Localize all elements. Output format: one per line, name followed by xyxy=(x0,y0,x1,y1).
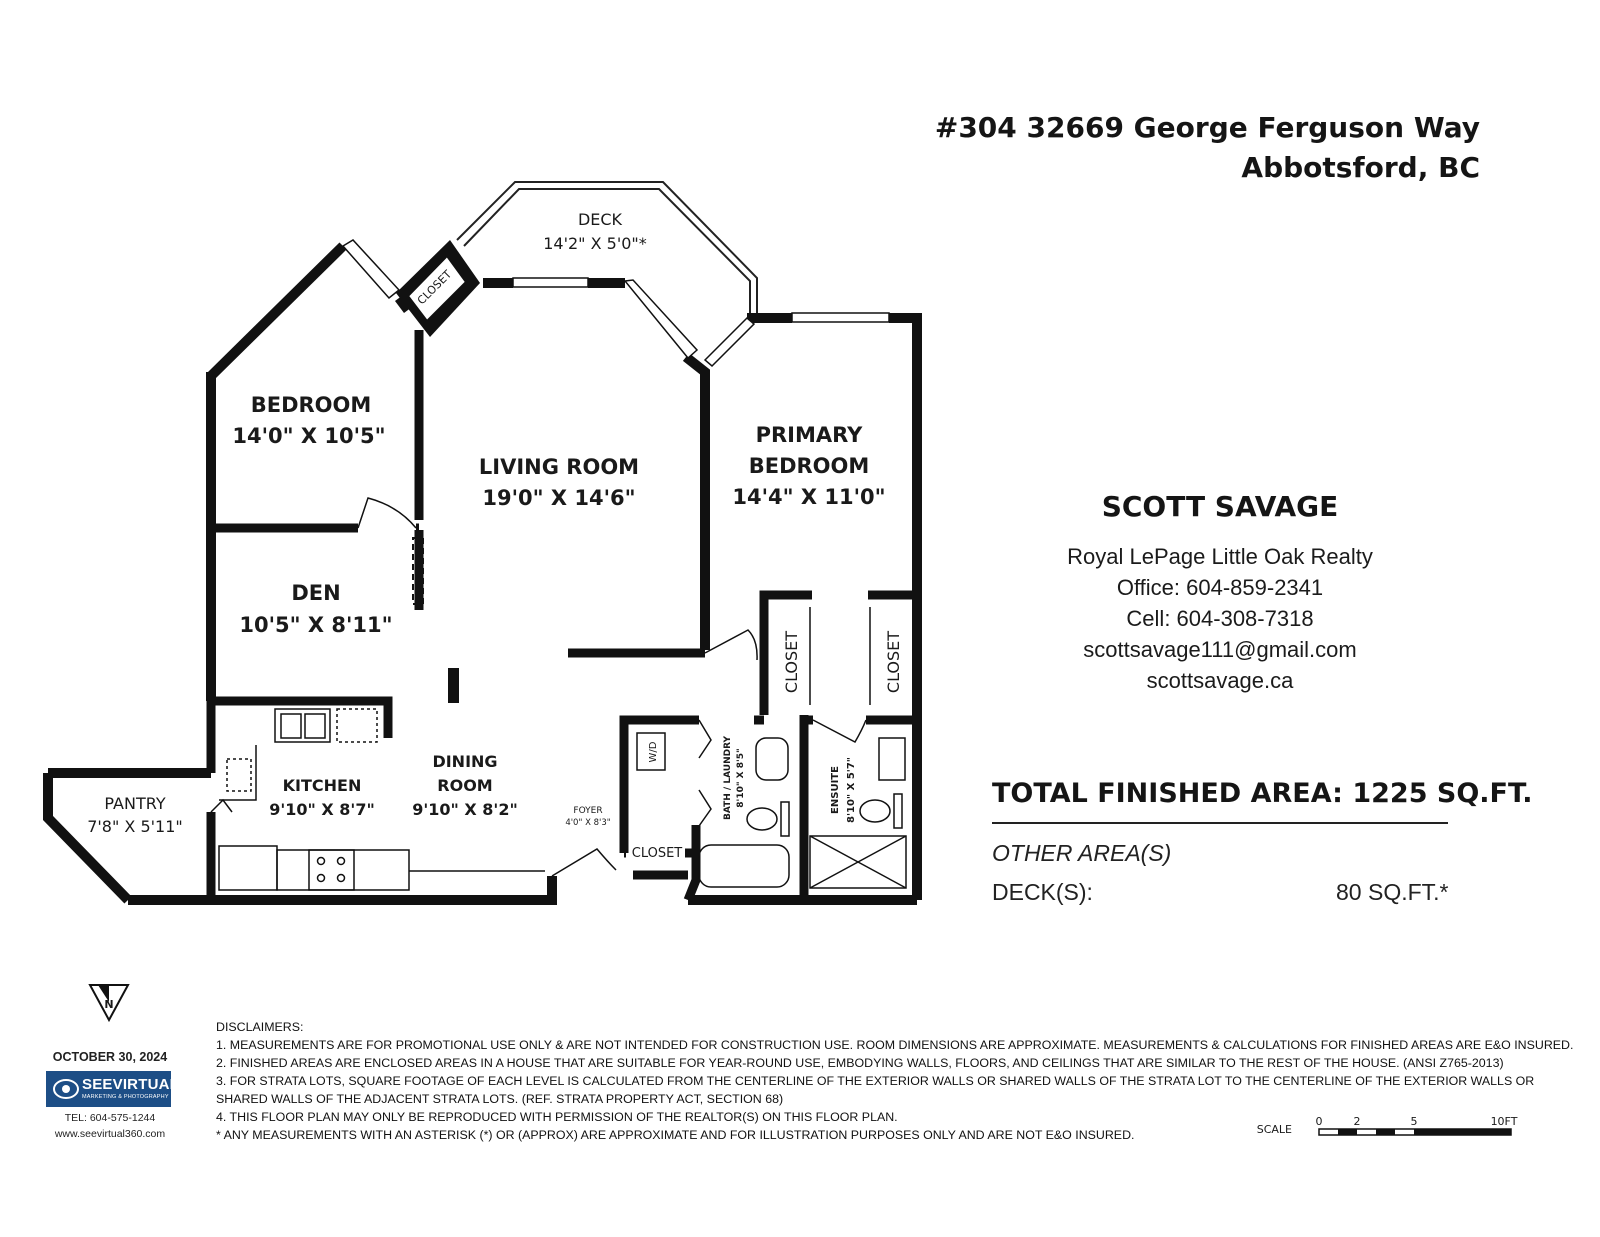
foyer-closet-label: CLOSET xyxy=(631,846,683,861)
disclaimer-line: 2. FINISHED AREAS ARE ENCLOSED AREAS IN A HOUSE THAT ARE SUITABLE FOR YEAR-ROUND USE, EMBODYING WALLS, FLOORS, AND CEILINGS THAT ARE SIMILAR TO THE REST OF THE HOUSE. (ANSI Z765-2013) xyxy=(216,1056,1504,1070)
ensuite-dims: 8'10" X 5'7" xyxy=(846,756,857,824)
address-line-2: Abbotsford, BC xyxy=(1241,151,1480,184)
foyer-name: FOYER xyxy=(573,806,603,816)
compass-n-label: N xyxy=(104,998,114,1011)
scale-label: SCALE xyxy=(1256,1123,1292,1136)
agent-email: scottsavage111@gmail.com xyxy=(1083,637,1357,662)
area-divider xyxy=(992,822,1448,824)
agent-office-phone: Office: 604-859-2341 xyxy=(1116,575,1324,600)
disclaimer-line: SHARED WALLS OF THE ADJACENT STRATA LOTS. (REF. STRATA PROPERTY ACT, SECTION 68) xyxy=(216,1092,784,1106)
agent-name: SCOTT SAVAGE xyxy=(1101,490,1339,523)
total-finished-area: TOTAL FINISHED AREA: 1225 SQ.FT. xyxy=(992,778,1533,809)
closet-label-2: CLOSET xyxy=(884,630,903,694)
ensuite-name: ENSUITE xyxy=(830,766,841,814)
washer-dryer-label: W/D xyxy=(648,741,659,763)
scale-tick-2: 2 xyxy=(1353,1115,1361,1128)
disclaimers-heading: DISCLAIMERS: xyxy=(216,1020,304,1034)
bath-fixtures xyxy=(637,733,906,888)
living-room-name: LIVING ROOM xyxy=(478,455,640,479)
address-line-1: #304 32669 George Ferguson Way xyxy=(934,111,1480,144)
bath-laundry-dims: 8'10" X 8'5" xyxy=(736,748,746,808)
seevirtual-swirl-icon xyxy=(48,1071,82,1107)
logo-text: SEEVIRTUAL xyxy=(82,1076,180,1093)
pantry-name: PANTRY xyxy=(104,794,166,813)
dining-room-name-2: ROOM xyxy=(437,776,493,795)
primary-bedroom-name-1: PRIMARY xyxy=(755,423,863,447)
agent-cell-phone: Cell: 604-308-7318 xyxy=(1126,606,1314,631)
column xyxy=(448,668,459,703)
deck-dims: 14'2" X 5'0"* xyxy=(543,234,647,253)
other-areas-heading: OTHER AREA(S) xyxy=(992,840,1172,866)
primary-closets xyxy=(810,607,870,705)
north-compass xyxy=(90,985,128,1020)
logo-subtext: MARKETING & PHOTOGRAPHY xyxy=(82,1094,169,1100)
deck-area-value: 80 SQ.FT.* xyxy=(1336,879,1449,905)
primary-bedroom-dims: 14'4" X 11'0" xyxy=(732,485,886,509)
hall-closet-block xyxy=(396,240,480,337)
den-name: DEN xyxy=(291,581,341,605)
foyer-dims: 4'0" X 8'3" xyxy=(565,818,611,828)
living-room-dims: 19'0" X 14'6" xyxy=(482,486,636,510)
agent-website: scottsavage.ca xyxy=(1146,668,1294,693)
vendor-website: www.seevirtual360.com xyxy=(54,1128,166,1140)
scale-tick-5: 5 xyxy=(1410,1115,1418,1128)
agent-info xyxy=(980,490,1460,696)
den-dims: 10'5" X 8'11" xyxy=(239,613,393,637)
disclaimers xyxy=(216,1018,1574,1144)
closet-label-1: CLOSET xyxy=(782,630,801,694)
deck-area-label: DECK(S): xyxy=(992,879,1093,905)
scale-tick-10: 10FT xyxy=(1490,1115,1518,1128)
bath-laundry-name: BATH / LAUNDRY xyxy=(723,735,733,821)
bedroom-name: BEDROOM xyxy=(250,393,372,417)
plan-date: OCTOBER 30, 2024 xyxy=(52,1050,168,1064)
disclaimer-line: 3. FOR STRATA LOTS, SQUARE FOOTAGE OF EACH LEVEL IS CALCULATED FROM THE CENTERLINE OF THE EXTERIOR WALLS OR SHARED WALLS OF THE STRATA LOT TO THE CENTERLINE OF THE EXTERIOR WALLS OR xyxy=(216,1074,1535,1088)
agent-brokerage: Royal LePage Little Oak Realty xyxy=(1067,544,1373,569)
disclaimer-line: * ANY MEASUREMENTS WITH AN ASTERISK (*) OR (APPROX) ARE APPROXIMATE AND FOR ILLUSTRATION PURPOSES ONLY AND ARE NOT E&O INSURED. xyxy=(216,1128,1135,1142)
kitchen-name: KITCHEN xyxy=(282,776,362,795)
pantry-dims: 7'8" X 5'11" xyxy=(87,817,183,836)
hall-closet-label: CLOSET xyxy=(414,267,455,308)
vendor-phone: TEL: 604-575-1244 xyxy=(64,1112,156,1124)
dining-room-name-1: DINING xyxy=(432,752,498,771)
seevirtual-logo xyxy=(46,1071,180,1107)
primary-bedroom-name-2: BEDROOM xyxy=(748,454,870,478)
bedroom-dims: 14'0" X 10'5" xyxy=(232,424,386,448)
disclaimer-line: 1. MEASUREMENTS ARE FOR PROMOTIONAL USE ONLY & ARE NOT INTENDED FOR CONSTRUCTION USE. ROOM DIMENSIONS ARE APPROXIMATE. MEASUREMENTS & CALCULATIONS FOR FINISHED AREAS ARE E&O INSURED. xyxy=(216,1038,1574,1052)
deck-name: DECK xyxy=(577,210,623,229)
disclaimer-line: 4. THIS FLOOR PLAN MAY ONLY BE REPRODUCED WITH PERMISSION OF THE REALTOR(S) ON THIS FLOOR PLAN. xyxy=(216,1110,898,1124)
scale-tick-0: 0 xyxy=(1315,1115,1323,1128)
kitchen-dims: 9'10" X 8'7" xyxy=(269,800,375,819)
dining-room-dims: 9'10" X 8'2" xyxy=(412,800,518,819)
